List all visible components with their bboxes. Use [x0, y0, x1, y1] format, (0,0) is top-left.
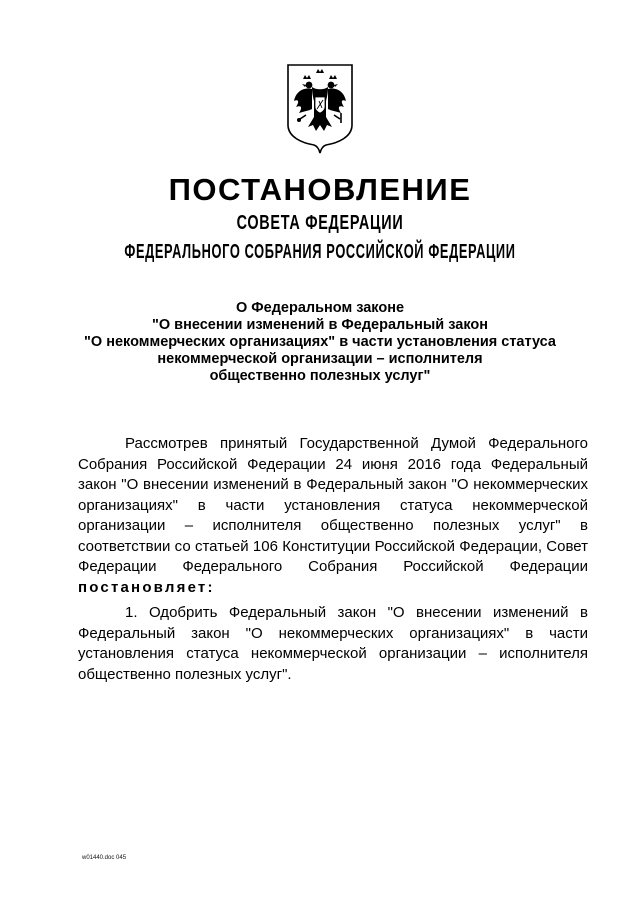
resolves-keyword: постановляет:	[78, 578, 215, 596]
preamble-paragraph	[78, 434, 588, 598]
preamble-text: Рассмотрев принятый Государственной Думой Федерального Собрания Российской Федерации 24 июня 2016 года Федеральный закон "О внесении изменений в Федеральный закон "О некоммерческих организациях" в части установления статуса некоммерческой организации – исполнителя общественно полезных услуг" в соответствии со статьей 106 Конституции Российской Федерации, Совет Федерации Федерального Собрания Российской Федерации	[78, 435, 588, 575]
document-code: w01440.doc 045	[82, 855, 127, 861]
council-name: СОВЕТА ФЕДЕРАЦИИ	[236, 212, 404, 234]
document-title-line: некоммерческой организации – исполнителя	[157, 351, 483, 367]
resolution-heading: ПОСТАНОВЛЕНИЕ	[168, 172, 472, 207]
document-title-line: "О внесении изменений в Федеральный закон	[152, 317, 488, 333]
clause-1-paragraph: 1. Одобрить Федеральный закон "О внесении изменений в Федеральный закон "О некоммерческих организациях" в части установления статуса некоммерческой организации – исполнителя общественно полезных услуг".	[78, 604, 588, 683]
assembly-name: ФЕДЕРАЛЬНОГО СОБРАНИЯ РОССИЙСКОЙ ФЕДЕРАЦИИ	[124, 241, 516, 263]
document-title	[40, 300, 600, 385]
russian-coat-of-arms-icon	[286, 63, 354, 155]
document-title-line: О Федеральном законе	[235, 300, 405, 316]
document-title-line: общественно полезных услуг"	[209, 368, 431, 384]
document-title-line: "О некоммерческих организациях" в части установления статуса	[84, 334, 556, 350]
